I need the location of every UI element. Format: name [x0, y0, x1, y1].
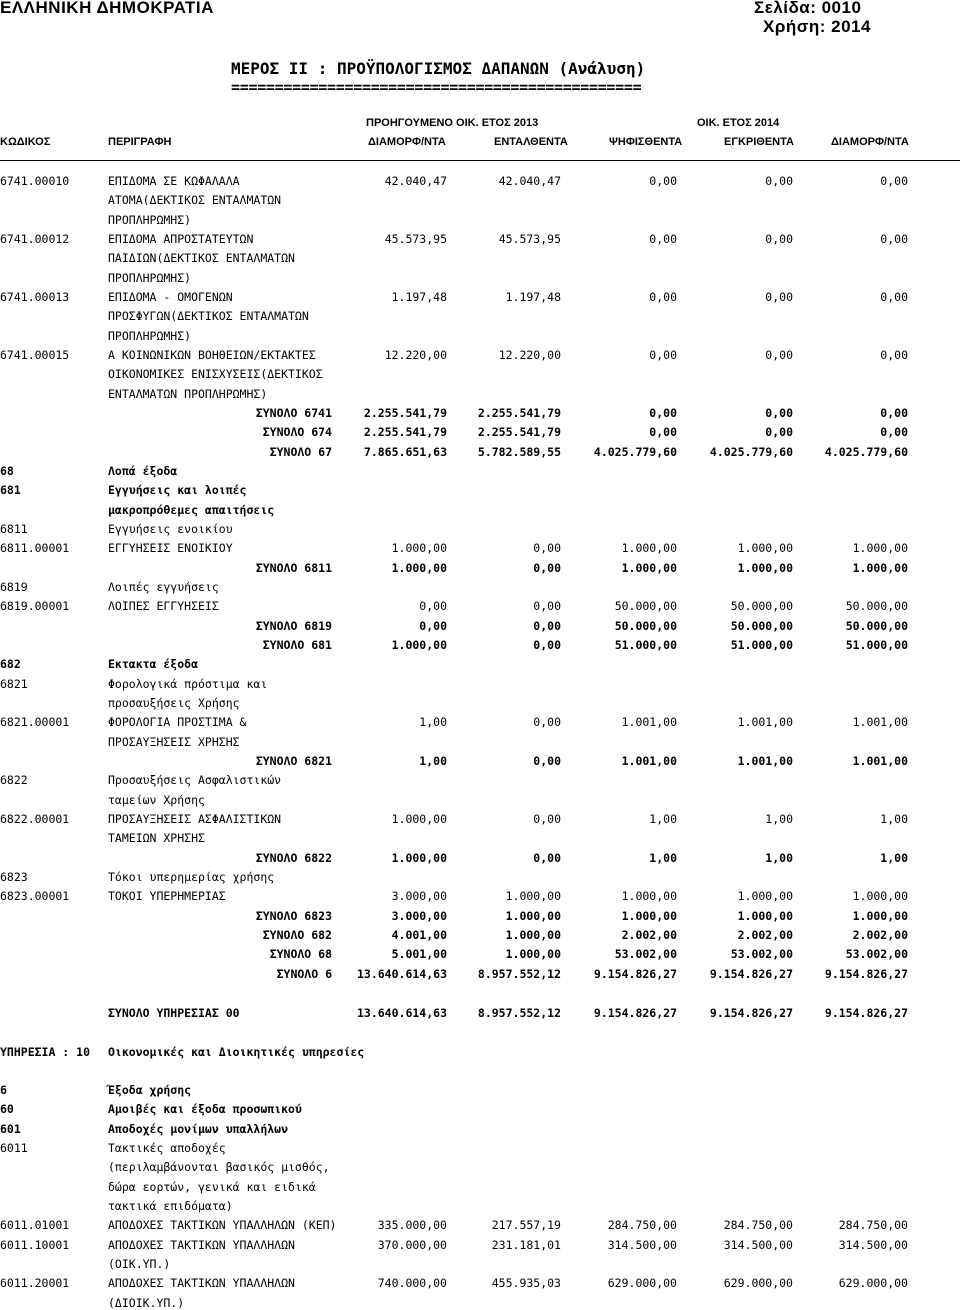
row-description: ΠΡΟΠΛΗΡΩΜΗΣ): [108, 328, 192, 343]
value-cell: 217.557,19: [491, 1218, 561, 1233]
value-cell: 9.154.826,27: [709, 966, 793, 981]
value-cell: 0,00: [649, 231, 677, 246]
row-description: ΠΑΙΔΙΩΝ(ΔΕΚΤΙΚΟΣ ΕΝΤΑΛΜΑΤΩΝ: [108, 251, 295, 266]
value-cell: 0,00: [533, 541, 561, 556]
value-cell: 284.750,00: [723, 1218, 793, 1233]
row-description: Προσαυξήσεις Ασφαλιστικών: [108, 773, 282, 788]
value-cell: 4.025.779,60: [709, 444, 793, 459]
total-label: ΣΥΝΟΛΟ 6819: [255, 618, 332, 633]
value-cell: 1.000,00: [391, 560, 447, 575]
value-cell: 1.000,00: [391, 811, 447, 826]
value-cell: 51.000,00: [614, 637, 677, 652]
row-code: 6741.00012: [0, 231, 70, 246]
value-cell: 740.000,00: [377, 1276, 447, 1291]
row-code: 6: [0, 1083, 7, 1097]
row-description: ΕΝΤΑΛΜΑΤΩΝ ΠΡΟΠΛΗΡΩΜΗΣ): [108, 386, 268, 401]
value-cell: 12.220,00: [498, 347, 561, 362]
value-cell: 50.000,00: [730, 599, 793, 614]
value-cell: 0,00: [649, 405, 677, 420]
value-cell: 42.040,47: [384, 174, 447, 188]
value-cell: 0,00: [649, 425, 677, 440]
value-cell: 629.000,00: [607, 1276, 677, 1291]
value-cell: 0,00: [880, 231, 908, 246]
row-code: 601: [0, 1121, 21, 1136]
row-description: μακροπρόθεμες απαιτήσεις: [108, 502, 275, 517]
value-cell: 1.000,00: [737, 560, 793, 575]
row-code: 60: [0, 1102, 14, 1117]
row-description: (ΔΙΟΙΚ.ΥΠ.): [108, 1295, 185, 1310]
value-cell: 5.001,00: [391, 947, 447, 962]
row-description: Τακτικές αποδοχές: [108, 1140, 226, 1155]
value-cell: 1.001,00: [852, 753, 908, 768]
value-cell: 2.255.541,79: [363, 405, 447, 420]
value-cell: 0,00: [880, 425, 908, 440]
value-cell: 2.255.541,79: [477, 425, 561, 440]
title-underline: ===============================================: [231, 78, 642, 96]
value-cell: 0,00: [649, 174, 677, 188]
value-cell: 1.197,48: [391, 289, 447, 304]
value-cell: 0,00: [765, 231, 793, 246]
value-cell: 335.000,00: [377, 1218, 447, 1233]
value-cell: 4.001,00: [391, 927, 447, 942]
prev-year-heading: ΠΡΟΗΓΟΥΜΕΝΟ ΟΙΚ. ΕΤΟΣ 2013: [366, 117, 539, 129]
row-description: ΠΡΟΠΛΗΡΩΜΗΣ): [108, 212, 192, 227]
row-code: 6011: [0, 1140, 28, 1155]
total-label: ΣΥΝΟΛΟ 67: [269, 444, 332, 459]
service-total-label: ΣΥΝΟΛΟ ΥΠΗΡΕΣΙΑΣ 00: [108, 1006, 240, 1020]
row-code: 6822: [0, 773, 28, 788]
value-cell: 53.002,00: [845, 947, 908, 962]
value-cell: 0,00: [765, 347, 793, 362]
value-cell: 53.002,00: [730, 947, 793, 962]
value-cell: 455.935,03: [491, 1276, 561, 1291]
value-cell: 1.000,00: [737, 908, 793, 923]
value-cell: 0,00: [419, 599, 447, 614]
value-cell: 3.000,00: [391, 889, 447, 904]
value-cell: 1.000,00: [852, 560, 908, 575]
value-cell: 1.000,00: [852, 889, 908, 904]
row-code: 6823: [0, 869, 28, 884]
row-description: ΑΠΟΔΟΧΕΣ ΤΑΚΤΙΚΩΝ ΥΠΑΛΛΗΛΩΝ: [108, 1237, 295, 1252]
value-cell: 0,00: [533, 599, 561, 614]
value-cell: 0,00: [533, 560, 561, 575]
total-label: ΣΥΝΟΛΟ 6: [276, 966, 332, 981]
row-description: (περιλαμβάνονται βασικός μισθός,: [108, 1160, 330, 1175]
col-header-5: ΔΙΑΜΟΡΦ/ΝΤΑ: [831, 136, 909, 148]
service-total-value: 9.154.826,27: [824, 1006, 908, 1020]
row-code: 6811.00001: [0, 541, 70, 556]
value-cell: 50.000,00: [614, 618, 677, 633]
total-label: ΣΥΝΟΛΟ 6823: [255, 908, 332, 923]
total-label: ΣΥΝΟΛΟ 6741: [255, 405, 332, 420]
service-label: ΥΠΗΡΕΣΙΑ : 10: [0, 1045, 91, 1059]
row-description: (ΟΙΚ.ΥΠ.): [108, 1256, 171, 1271]
service-total-value: 13.640.614,63: [356, 1006, 447, 1020]
value-cell: 0,00: [533, 850, 561, 865]
country-title: ΕΛΛΗΝΙΚΗ ΔΗΜΟΚΡΑΤΙΑ: [0, 0, 214, 17]
value-cell: 0,00: [533, 637, 561, 652]
value-cell: 1.197,48: [505, 289, 561, 304]
value-cell: 7.865.651,63: [363, 444, 447, 459]
row-code: 6011.20001: [0, 1276, 70, 1291]
row-description: Εκτακτα έξοδα: [108, 657, 199, 672]
value-cell: 1.001,00: [737, 715, 793, 730]
value-cell: 50.000,00: [845, 618, 908, 633]
row-description: ΕΠΙΔΟΜΑ ΑΠΡΟΣΤΑΤΕΥΤΩΝ: [108, 231, 254, 246]
value-cell: 2.002,00: [737, 927, 793, 942]
value-cell: 50.000,00: [730, 618, 793, 633]
value-cell: 1.000,00: [391, 541, 447, 556]
row-description: ΟΙΚΟΝΟΜΙΚΕΣ ΕΝΙΣΧΥΣΕΙΣ(ΔΕΚΤΙΚΟΣ: [108, 367, 323, 382]
value-cell: 50.000,00: [614, 599, 677, 614]
value-cell: 314.500,00: [838, 1237, 908, 1252]
value-cell: 1.000,00: [391, 850, 447, 865]
row-description: Α ΚΟΙΝΩΝΙΚΩΝ ΒΟΗΘΕΙΩΝ/ΕΚΤΑΚΤΕΣ: [108, 347, 316, 362]
row-description: τακτικά επιδόματα): [108, 1198, 233, 1213]
row-description: Λοπά έξοδα: [108, 463, 178, 478]
value-cell: 5.782.589,55: [477, 444, 561, 459]
value-cell: 1.000,00: [505, 908, 561, 923]
row-code: 6741.00015: [0, 347, 70, 362]
value-cell: 2.002,00: [621, 927, 677, 942]
service-name: Οικονομικές και Διοικητικές υπηρεσίες: [108, 1045, 365, 1059]
value-cell: 0,00: [765, 289, 793, 304]
value-cell: 45.573,95: [498, 231, 561, 246]
value-cell: 13.640.614,63: [356, 966, 447, 981]
value-cell: 0,00: [649, 347, 677, 362]
row-description: δώρα εορτών, γενικά και ειδικά: [108, 1179, 316, 1194]
fiscal-year: Χρήση: 2014: [763, 17, 871, 36]
row-description: ΠΡΟΣΑΥΞΗΣΕΙΣ ΑΣΦΑΛΙΣΤΙΚΩΝ: [108, 811, 282, 826]
current-year-heading: ΟΙΚ. ΕΤΟΣ 2014: [697, 117, 780, 129]
row-description: Φορολογικά πρόστιμα και: [108, 676, 268, 691]
value-cell: 2.002,00: [852, 927, 908, 942]
value-cell: 1.000,00: [737, 889, 793, 904]
value-cell: 0,00: [533, 618, 561, 633]
value-cell: 51.000,00: [730, 637, 793, 652]
value-cell: 1,00: [765, 811, 793, 826]
value-cell: 1,00: [419, 753, 447, 768]
value-cell: 0,00: [880, 405, 908, 420]
total-label: ΣΥΝΟΛΟ 682: [262, 927, 332, 942]
row-description: ΦΟΡΟΛΟΓΙΑ ΠΡΟΣΤΙΜΑ &: [108, 715, 247, 730]
value-cell: 1.001,00: [737, 753, 793, 768]
service-total-value: 9.154.826,27: [709, 1006, 793, 1020]
value-cell: 1,00: [649, 811, 677, 826]
value-cell: 51.000,00: [845, 637, 908, 652]
value-cell: 0,00: [533, 753, 561, 768]
row-code: 6741.00010: [0, 174, 70, 188]
row-code: 6821.00001: [0, 715, 70, 730]
value-cell: 231.181,01: [491, 1237, 561, 1252]
value-cell: 1.000,00: [852, 908, 908, 923]
value-cell: 1.000,00: [505, 947, 561, 962]
value-cell: 1.000,00: [852, 541, 908, 556]
value-cell: 0,00: [533, 715, 561, 730]
value-cell: 9.154.826,27: [593, 966, 677, 981]
value-cell: 314.500,00: [607, 1237, 677, 1252]
value-cell: 0,00: [649, 289, 677, 304]
value-cell: 1,00: [649, 850, 677, 865]
value-cell: 0,00: [765, 425, 793, 440]
row-code: 6741.00013: [0, 289, 70, 304]
value-cell: 8.957.552,12: [477, 966, 561, 981]
value-cell: 629.000,00: [838, 1276, 908, 1291]
row-description: Τόκοι υπερημερίας χρήσης: [108, 869, 275, 884]
row-description: ΤΑΜΕΙΩΝ ΧΡΗΣΗΣ: [108, 831, 205, 846]
row-description: ΑΠΟΔΟΧΕΣ ΤΑΚΤΙΚΩΝ ΥΠΑΛΛΗΛΩΝ (ΚΕΠ): [108, 1218, 337, 1233]
value-cell: 3.000,00: [391, 908, 447, 923]
value-cell: 1.001,00: [852, 715, 908, 730]
value-cell: 0,00: [765, 405, 793, 420]
value-cell: 4.025.779,60: [593, 444, 677, 459]
value-cell: 1.000,00: [737, 541, 793, 556]
value-cell: 284.750,00: [607, 1218, 677, 1233]
row-code: 6011.10001: [0, 1237, 70, 1252]
row-description: ΕΠΙΔΟΜΑ ΣΕ ΚΩΦΑΛΑΛΑ: [108, 174, 240, 188]
row-code: 6811: [0, 521, 28, 536]
total-label: ΣΥΝΟΛΟ 68: [269, 947, 332, 962]
row-code: 6011.01001: [0, 1218, 70, 1233]
row-description: Αποδοχές μονίμων υπαλλήλων: [108, 1121, 289, 1136]
row-description: ΑΠΟΔΟΧΕΣ ΤΑΚΤΙΚΩΝ ΥΠΑΛΛΗΛΩΝ: [108, 1276, 295, 1291]
value-cell: 1.000,00: [505, 889, 561, 904]
header-rule: [0, 160, 960, 161]
value-cell: 0,00: [419, 618, 447, 633]
row-description: ΤΟΚΟΙ ΥΠΕΡΗΜΕΡΙΑΣ: [108, 889, 226, 904]
service-total-value: 9.154.826,27: [593, 1006, 677, 1020]
row-description: ΠΡΟΠΛΗΡΩΜΗΣ): [108, 270, 192, 285]
value-cell: 1.000,00: [621, 560, 677, 575]
row-description: Εγγυήσεις ενοικίου: [108, 521, 233, 536]
total-label: ΣΥΝΟΛΟ 674: [262, 425, 332, 440]
value-cell: 0,00: [533, 811, 561, 826]
value-cell: 1,00: [765, 850, 793, 865]
total-label: ΣΥΝΟΛΟ 681: [262, 637, 332, 652]
row-description: Αμοιβές και έξοδα προσωπικού: [108, 1102, 302, 1117]
row-description: ΕΓΓΥΗΣΕΙΣ ΕΝΟΙΚΙΟΥ: [108, 541, 233, 556]
col-header-4: ΕΓΚΡΙΘΕΝΤΑ: [724, 136, 794, 148]
row-description: Λοιπές εγγυήσεις: [108, 579, 219, 594]
value-cell: 50.000,00: [845, 599, 908, 614]
service-total-value: 8.957.552,12: [477, 1006, 561, 1020]
description-column-header: ΠΕΡΙΓΡΑΦΗ: [108, 136, 172, 148]
value-cell: 0,00: [880, 347, 908, 362]
code-column-header: ΚΩΔΙΚΟΣ: [0, 136, 51, 148]
col-header-3: ΨΗΦΙΣΘΕΝΤΑ: [609, 136, 683, 148]
value-cell: 1.001,00: [621, 753, 677, 768]
row-code: 6821: [0, 676, 28, 691]
value-cell: 1.000,00: [621, 908, 677, 923]
value-cell: 0,00: [765, 174, 793, 188]
value-cell: 0,00: [880, 174, 908, 188]
page-number: Σελίδα: 0010: [754, 0, 862, 17]
value-cell: 4.025.779,60: [824, 444, 908, 459]
value-cell: 1.000,00: [621, 541, 677, 556]
col-header-1: ΔΙΑΜΟΡΦ/ΝΤΑ: [368, 136, 446, 148]
value-cell: 370.000,00: [377, 1237, 447, 1252]
value-cell: 0,00: [880, 289, 908, 304]
row-description: ΕΠΙΔΟΜΑ - ΟΜΟΓΕΝΩΝ: [108, 289, 233, 304]
row-code: 68: [0, 463, 14, 478]
value-cell: 629.000,00: [723, 1276, 793, 1291]
value-cell: 1.001,00: [621, 715, 677, 730]
total-label: ΣΥΝΟΛΟ 6822: [255, 850, 332, 865]
row-description: Έξοδα χρήσης: [108, 1083, 192, 1097]
total-label: ΣΥΝΟΛΟ 6811: [255, 560, 332, 575]
row-code: 682: [0, 657, 21, 672]
value-cell: 1.000,00: [621, 889, 677, 904]
row-description: ταμείων Χρήσης: [108, 792, 205, 807]
row-code: 681: [0, 483, 21, 498]
value-cell: 1.000,00: [391, 637, 447, 652]
value-cell: 1.000,00: [505, 927, 561, 942]
value-cell: 42.040,47: [498, 174, 561, 188]
value-cell: 45.573,95: [384, 231, 447, 246]
row-description: ΑΤΟΜΑ(ΔΕΚΤΙΚΟΣ ΕΝΤΑΛΜΑΤΩΝ: [108, 193, 282, 208]
total-label: ΣΥΝΟΛΟ 6821: [255, 753, 332, 768]
row-description: ΠΡΟΣΑΥΞΗΣΕΙΣ ΧΡΗΣΗΣ: [108, 734, 240, 749]
row-description: προσαυξήσεις Χρήσης: [108, 695, 240, 710]
row-description: ΛΟΙΠΕΣ ΕΓΓΥΗΣΕΙΣ: [108, 599, 219, 614]
value-cell: 314.500,00: [723, 1237, 793, 1252]
value-cell: 1,00: [880, 811, 908, 826]
value-cell: 1,00: [880, 850, 908, 865]
value-cell: 2.255.541,79: [477, 405, 561, 420]
col-header-2: ΕΝΤΑΛΘΕΝΤΑ: [494, 136, 568, 148]
row-code: 6823.00001: [0, 889, 70, 904]
row-code: 6819.00001: [0, 599, 70, 614]
row-description: Εγγυήσεις και λοιπές: [108, 483, 247, 498]
value-cell: 9.154.826,27: [824, 966, 908, 981]
value-cell: 2.255.541,79: [363, 425, 447, 440]
row-description: ΠΡΟΣΦΥΓΩΝ(ΔΕΚΤΙΚΟΣ ΕΝΤΑΛΜΑΤΩΝ: [108, 309, 309, 324]
value-cell: 284.750,00: [838, 1218, 908, 1233]
value-cell: 12.220,00: [384, 347, 447, 362]
page-title: ΜΕΡΟΣ ΙΙ : ΠΡΟΫΠΟΛΟΓΙΣΜΟΣ ΔΑΠΑΝΩΝ (Ανάλυση): [231, 59, 646, 78]
row-code: 6822.00001: [0, 811, 70, 826]
value-cell: 1,00: [419, 715, 447, 730]
value-cell: 53.002,00: [614, 947, 677, 962]
row-code: 6819: [0, 579, 28, 594]
